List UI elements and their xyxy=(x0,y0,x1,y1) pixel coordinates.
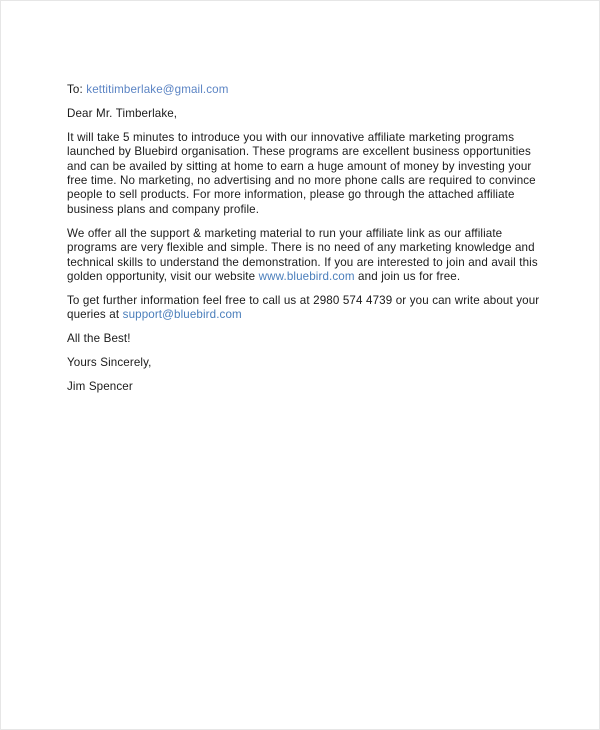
website-link[interactable]: www.bluebird.com xyxy=(258,269,355,283)
sender-name: Jim Spencer xyxy=(67,380,133,393)
paragraph-contact xyxy=(67,294,547,323)
paragraph-offer-text-1: We offer all the support & marketing material to run your affiliate link as our affiliate programs are very flexible and simple. There is no need of any marketing knowledge and technical skills to understand the demonstration. If you are interested to join and avail this golden opportunity, visit our website xyxy=(67,226,538,283)
paragraph-offer xyxy=(67,227,547,285)
support-email-link[interactable]: support@bluebird.com xyxy=(122,308,242,322)
paragraph-offer-text-2: and join us for free. xyxy=(354,269,461,283)
closing-wish: All the Best! xyxy=(67,332,131,346)
letter-body xyxy=(67,83,547,394)
recipient-line xyxy=(67,83,547,97)
closing-signoff: Yours Sincerely, xyxy=(67,356,152,370)
paragraph-intro xyxy=(67,131,547,217)
paragraph-intro-text: It will take 5 minutes to introduce you with our innovative affiliate marketing programs launched by Bluebird organisation. These programs are excellent business opportunities and can be availed by sitting at home to earn a huge amount of money by investing your free time. No marketing, no advertising and no more phone calls are required to convince people to sell products. For more information, please go through the attached affiliate business plans and company profile. xyxy=(67,130,536,216)
to-label: To: xyxy=(67,83,83,96)
paragraph-contact-text: To get further information feel free to call us at 2980 574 4739 or you can write about your queries at xyxy=(67,293,540,322)
recipient-email-link[interactable]: kettitimberlake@gmail.com xyxy=(86,83,229,96)
salutation: Dear Mr. Timberlake, xyxy=(67,106,178,120)
